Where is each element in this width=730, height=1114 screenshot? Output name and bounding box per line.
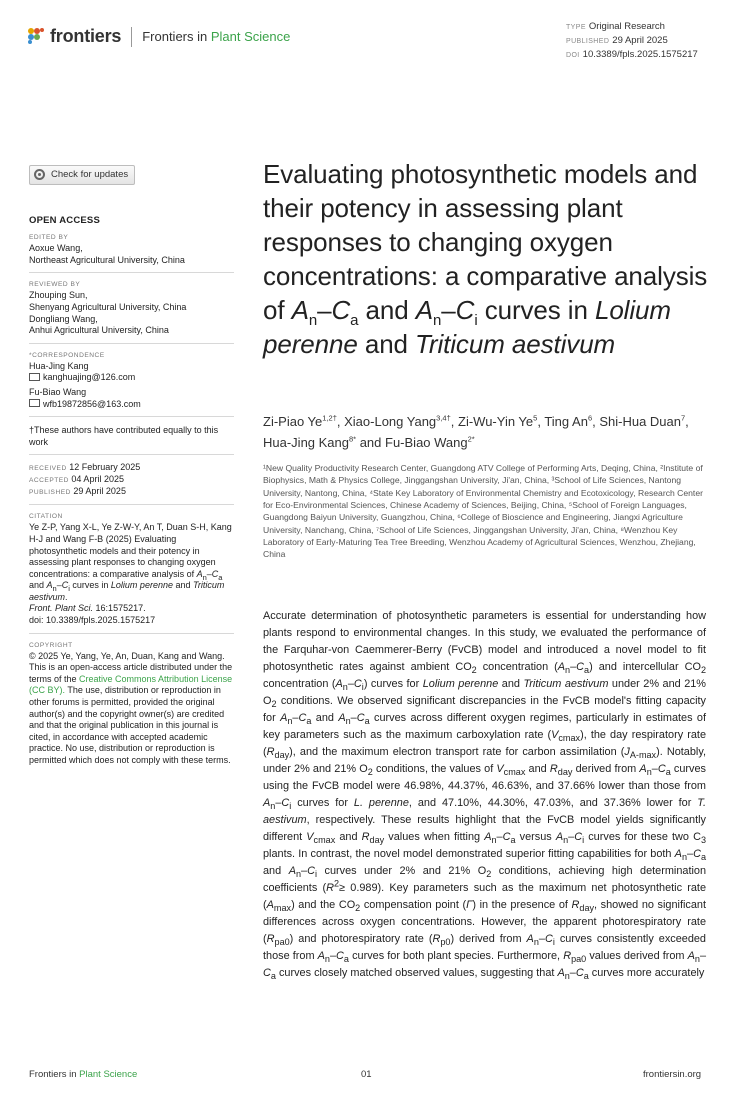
copyright-text: © 2025 Ye, Yang, Ye, An, Duan, Kang and Wang. This is an open-access article distributed under the terms of the Creative Commons Attribution License (CC BY). The use, distribution or reproduction in other forums is permitted, provided the original author(s) and the copyright owner(s) are credited and that the original publication in this journal is cited, in accordance with accepted academic practice. No use, distribution or reproduction is permitted which does not comply with these terms. [29,650,233,765]
author-link[interactable]: Ting An$^6$ [544,413,593,429]
footer-journal[interactable]: Frontiers in Plant Science [29,1069,138,1080]
cc-by-license-link[interactable]: Creative Commons Attribution License (CC BY). [29,673,233,696]
author-link[interactable]: Zi-Wu-Yin Ye$^5$ [458,413,538,429]
corresponding-author: Fu-Biao Wang [29,386,87,397]
reviewer-name: Dongliang Wang, [29,313,98,324]
brand-name[interactable]: frontiers [50,26,122,46]
citation: Ye Z-P, Yang X-L, Ye Z-W-Y, An T, Duan S-H, Kang H-J and Wang F-B (2025) Evaluating photosynthetic models and their potency in assessing plant responses to changing oxygen concentrations: a comparative analysis of $A_n-C_a$ and $A_n-C_i$ curves in Lolium perenne and Triticum aestivum. Front. Plant Sci. 16:1575217. doi: 10.3389/fpls.2025.1575217 [29,522,232,626]
published-date: 29 April 2025 [73,486,126,497]
affiliations: ¹New Quality Productivity Research Center, Guangdong ATV College of Performing Arts, Deqing, China, ²Institute of Biophysics, Math & Physics College, Jinggangshan University, Ji'an, China, ³School of Life Sciences, Nantong University, Nantong, China, ⁴State Key Laboratory of Environmental Chemistry and Ecotoxicology, Research Center for Eco-Environmental Sciences, Chinese Academy of Sciences, Beijing, China, ⁵School of Foreign Languages, Guangdong Baiyun University, Guangzhou, China, ⁶College of Bioscience and Engineering, Jiangxi Agriculture University, Nanchang, China, ⁷School of Life Sciences, Jinggangshan University, Ji'an, China, ⁸Wenzhou Key Laboratory of Early-Maturing Tea Tree Breeding, Wenzhou Academy of Agricultural Sciences, Wenzhou, Zhejiang, China [263,463,703,560]
email-icon [29,373,40,381]
reviewer-name: Zhouping Sun, [29,290,88,301]
equal-contribution-note: †These authors have contributed equally to this work [29,425,219,447]
editor-affiliation: Northeast Agricultural University, China [29,254,185,265]
reviewer-affiliation: Shenyang Agricultural University, China [29,301,187,312]
journal-header [28,26,290,47]
author-list: Zi-Piao $Ye^{1,2\dagger}$, Xiao-Long Yang$^{3,4\dagger}$, Zi-Wu-Yin Ye$^5$, Ting An$^6$, Shi-Hua Duan$^7$, Hua-Jing Kang$^{8*}$ and Fu-Biao Wang$^{2*}$ [263,413,689,450]
article-title: Evaluating photosynthetic models and their potency in assessing plant responses to changing oxygen concentrations: a comparative analysis of $A_n-C_a$ and $A_n-C_i$ curves in Lolium perenne and Triticum aestivum [263,159,708,359]
author-link[interactable]: Zi-Piao $Ye^{1,2\dagger}$ [263,413,337,429]
footer-site-link[interactable]: frontiersin.org [643,1069,702,1080]
email-link[interactable]: kanghuajing@126.com [43,372,136,383]
editor-name: Aoxue Wang, [29,243,83,254]
reviewer-affiliation: Anhui Agricultural University, China [29,325,169,336]
article-meta: TYPE Original Research PUBLISHED 29 April 2025 DOI 10.3389/fpls.2025.1575217 [566,21,698,60]
received-date: 12 February 2025 [69,462,141,473]
update-icon [34,169,45,180]
citation-doi[interactable]: doi: 10.3389/fpls.2025.1575217 [29,615,156,626]
frontiers-logo-icon [28,28,46,46]
open-access-label: OPEN ACCESS [29,214,101,226]
accepted-date: 04 April 2025 [71,474,124,485]
header-divider [131,27,132,47]
journal-title[interactable]: Frontiers in Plant Science [142,29,291,44]
abstract: Accurate determination of photosynthetic parameters is essential for understanding how plants respond to environmental changes. In this study, we evaluated the performance of the Farquhar-von Caemmerer-Berry (FvCB) model and introduced a novel model to fit photosynthetic rates against ambient $CO_2$ concentration $(A_n-C_a)$ and intercellular $CO_2$ concentration $(A_n-C_i)$ curves for Lolium perenne and Triticum aestivum under 2% and 21% $O_2$ conditions. We observed significant discrepancies in the FvCB model's fitting capacity for $A_n-C_a$ and $A_n-C_a$ curves across different oxygen regimes, particularly in estimates of key parameters such as the maximum carboxylation rate $(V_{cmax})$, the day respiratory rate $(R_{day})$, and the maximum electron transport rate for carbon assimilation $(J_{A-max})$. Notably, under 2% and 21% $O_2$ conditions, the values of $V_{cmax}$ and $R_{day}$ derived from $A_n-C_a$ curves using the FvCB model were 46.98%, 44.37%, 46.63%, and 37.66% lower than those from $A_n-C_i$ curves for L. perenne, and 47.10%, 44.30%, 47.03%, and 37.36% lower for T. aestivum, respectively. These results highlight that the FvCB model yields significantly different $V_{cmax}$ and $R_{day}$ values when fitting $A_n-C_a$ versus $A_n-C_i$ curves for these two $C_3$ plants. In contrast, the novel model demonstrated superior fitting capabilities for both $A_n-C_a$ and $A_n-C_i$ curves under 2% and 21% $O_2$ conditions, achieving high determination coefficients $(R^2\ge 0.989)$. Key parameters such as the maximum net photosynthetic rate $(A_{max})$ and the $CO_2$ compensation point (Γ) in the presence of $R_{day}$, showed no significant differences across oxygen concentrations. However, the apparent photorespiratory rate $(R_{pa0})$ and photorespiratory rate $(R_{p0})$ derived from $A_n-C_i$ curves consistently exceeded those from $A_n-C_a$ curves for both plant species. Furthermore, $R_{pa0}$ values derived from $A_n-C_a$ curves closely matched observed values, suggesting that $A_n-C_a$ curves more accurately [263,610,707,982]
check-for-updates-button[interactable]: Check for updates [29,165,135,185]
page-number: 01 [361,1069,372,1080]
sidebar: Check for updates OPEN ACCESS EDITED BY Aoxue Wang, Northeast Agricultural University, China REVIEWED BY Zhouping Sun, Shenyang Agricultural University, China Dongliang Wang, Anhui Agricultural University, China *CORRESPONDENCE Hua-Jing Kang kanghuajing@126.com Fu-Biao Wang wfb19872856@163.com †These authors have contributed equally to this work RECEIVED 12 February 2025 ACCEPTED 04 April 2025 PUBLISHED 29 April 2025 CITATION Ye Z-P, Yang X-L, Ye Z-W-Y, An T, Duan S-H, Kang H-J and Wang F-B (2025) Evaluating photosynthetic models and their potency in assessing plant responses to changing oxygen concentrations: a comparative analysis of $A_n-C_a$ and $A_n-C_i$ curves in Lolium perenne and Triticum aestivum. Front. Plant Sci. 16:1575217. doi: 10.3389/fpls.2025.1575217 COPYRIGHT © 2025 Ye, Yang, Ye, An, Duan, Kang and Wang. This is an open-access article distributed under the terms of the Creative Commons Attribution License (CC BY). The use, distribution or reproduction in other forums is permitted, provided the original author(s) and the copyright owner(s) are credited and that the original publication in this journal is cited, in accordance with accepted academic practice. No use, distribution or reproduction is permitted which does not comply with these terms. [29,165,234,767]
author-link[interactable]: Shi-Hua Duan$^7$ [599,413,686,429]
author-link[interactable]: Hua-Jing Kang$^{8*}$ [263,434,357,450]
email-link[interactable]: wfb19872856@163.com [43,398,141,409]
doi-link[interactable]: 10.3389/fpls.2025.1575217 [582,49,698,60]
corresponding-author: Hua-Jing Kang [29,360,89,371]
author-link[interactable]: Fu-Biao Wang$^{2*}$ [385,434,475,450]
author-link[interactable]: Xiao-Long Yang$^{3,4\dagger}$ [344,413,451,429]
email-icon [29,399,40,407]
